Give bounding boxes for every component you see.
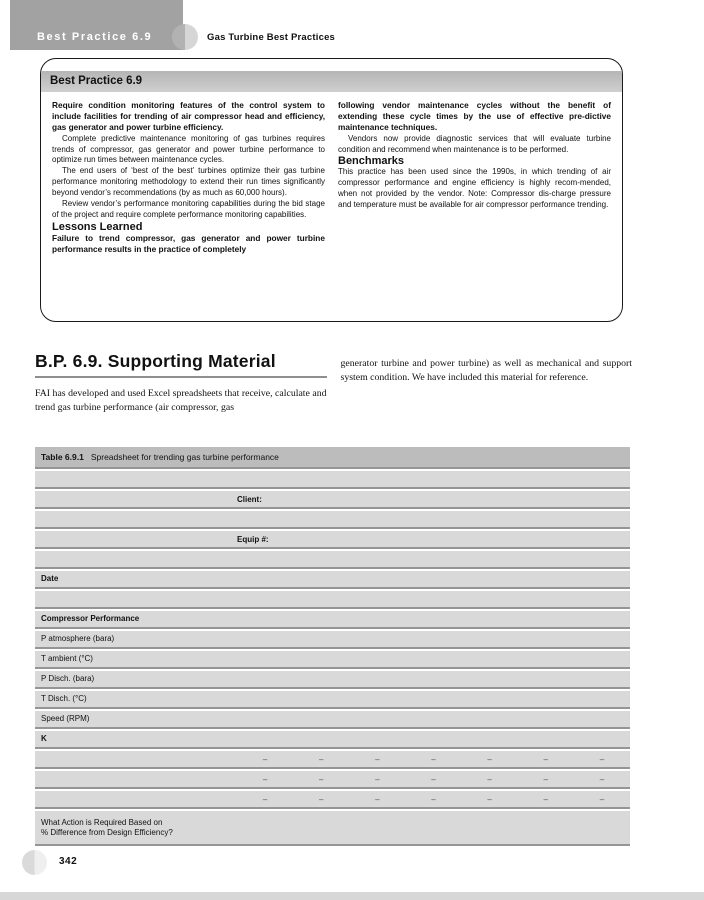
table-row xyxy=(35,491,630,509)
data-cell: – xyxy=(262,774,268,784)
best-practice-box-body xyxy=(41,92,622,255)
data-cell: Client: xyxy=(237,494,262,504)
row-label: What Action is Required Based on % Difference from Design Efficiency? xyxy=(41,817,173,837)
table-row xyxy=(35,671,630,689)
table-row xyxy=(35,691,630,709)
data-cell: – xyxy=(599,754,605,764)
table-row xyxy=(35,711,630,729)
table-row xyxy=(35,511,630,529)
table-row xyxy=(35,571,630,589)
table-row xyxy=(35,631,630,649)
table-row xyxy=(35,651,630,669)
data-cell: – xyxy=(318,774,324,784)
requirement-lead: Require condition monitoring features of the control system to include facilities for trending of air compressor head and efficiency, gas generator and power turbine efficiency. xyxy=(52,100,325,133)
heading-rule xyxy=(35,376,327,378)
table-caption-label: Table 6.9.1 xyxy=(41,452,84,462)
lessons-learned-lead: Failure to trend compressor, gas generator and power turbine performance results in the practice of completely xyxy=(52,232,325,255)
box-left-column xyxy=(52,100,325,255)
table-row xyxy=(35,551,630,569)
row-label: P Disch. (bara) xyxy=(41,674,95,683)
table-row xyxy=(35,611,630,629)
bottom-strip xyxy=(0,892,704,900)
row-label: K xyxy=(41,734,47,743)
data-cell: – xyxy=(431,754,436,764)
table-row xyxy=(35,791,630,809)
lessons-learned-heading: Lessons Learned xyxy=(52,220,143,233)
data-cell: – xyxy=(543,794,548,804)
best-practice-box xyxy=(40,58,623,322)
paragraph: Complete predictive maintenance monitoring of gas turbines requires trends of compressor, gas generator and power turbine performance to optimize run times between maintenance cycles. xyxy=(52,133,325,165)
paragraph: Review vendor’s performance monitoring capabilities during the bid stage of the project and require complete performance monitoring capabilities. xyxy=(52,199,325,219)
table-row xyxy=(35,471,630,489)
table-caption xyxy=(35,447,630,469)
data-cell: – xyxy=(431,774,436,784)
page-number-circle-icon xyxy=(22,850,47,875)
data-cell: – xyxy=(375,754,380,764)
table-row xyxy=(35,591,630,609)
table-row xyxy=(35,751,630,769)
support-right-column xyxy=(341,351,633,414)
table-row xyxy=(35,811,630,846)
box-right-column xyxy=(338,100,611,255)
row-label: Speed (RPM) xyxy=(41,714,90,723)
row-label: Compressor Performance xyxy=(41,614,140,623)
data-cell: – xyxy=(487,774,492,784)
supporting-material-section xyxy=(35,351,632,414)
row-label: T ambient (°C) xyxy=(41,654,93,663)
table-caption-text: Spreadsheet for trending gas turbine performance xyxy=(90,452,279,462)
paragraph: Vendors now provide diagnostic services that will evaluate turbine condition and recommend when maintenance is to be performed. xyxy=(338,133,611,154)
table-row xyxy=(35,731,630,749)
running-head-title: Gas Turbine Best Practices xyxy=(207,32,336,43)
data-cell: – xyxy=(318,794,324,804)
data-cell: – xyxy=(431,794,436,804)
support-left-column xyxy=(35,351,327,414)
data-cell: – xyxy=(599,794,605,804)
data-cell: – xyxy=(262,754,268,764)
data-cell: Equip #: xyxy=(237,534,269,544)
table-row xyxy=(35,531,630,549)
paragraph: The end users of ‘best of the best’ turbines optimize their gas turbine performance monitoring methodology to extend their run times significantly beyond vendor’s recommendations (by as much as 60,000 hours). xyxy=(52,166,325,198)
data-cell: – xyxy=(543,774,548,784)
requirement-lead-continuation: following vendor maintenance cycles without the benefit of extending these cycle times by the use of effective pre-dictive maintenance techniques. xyxy=(338,100,611,133)
support-right-text: generator turbine and power turbine) as well as mechanical and support system condition. We have included this material for reference. xyxy=(340,358,632,383)
data-cell: – xyxy=(487,754,492,764)
data-cell: – xyxy=(487,794,492,804)
data-cell: – xyxy=(375,794,380,804)
data-cell: – xyxy=(543,754,548,764)
data-cell: – xyxy=(262,794,268,804)
data-cell: – xyxy=(599,774,605,784)
row-label: T Disch. (°C) xyxy=(41,694,87,703)
chapter-tab-circle-icon xyxy=(172,24,198,50)
trending-spreadsheet-table xyxy=(35,447,630,848)
table-row xyxy=(35,771,630,789)
support-left-text: FAI has developed and used Excel spreadsheets that receive, calculate and trend gas turbine performance (air compressor, gas xyxy=(35,388,327,413)
data-cell: – xyxy=(318,754,324,764)
section-heading: B.P. 6.9. Supporting Material xyxy=(35,351,276,371)
benchmarks-text: This practice has been used since the 1990s, in which trending of air compressor performance and engine efficiency is highly recom-mended, when not provided by the vendor. Note: Compressor dis-charge pressure and temperature must be available for air compressor performance trending. xyxy=(338,167,611,210)
row-label: Date xyxy=(41,574,59,583)
best-practice-box-title: Best Practice 6.9 xyxy=(41,71,622,92)
page-number: 342 xyxy=(59,856,78,867)
table-rows xyxy=(35,471,630,846)
data-cell: – xyxy=(375,774,380,784)
benchmarks-heading: Benchmarks xyxy=(338,155,405,168)
row-label: P atmosphere (bara) xyxy=(41,634,115,643)
chapter-tab-label: Best Practice 6.9 xyxy=(37,31,153,43)
